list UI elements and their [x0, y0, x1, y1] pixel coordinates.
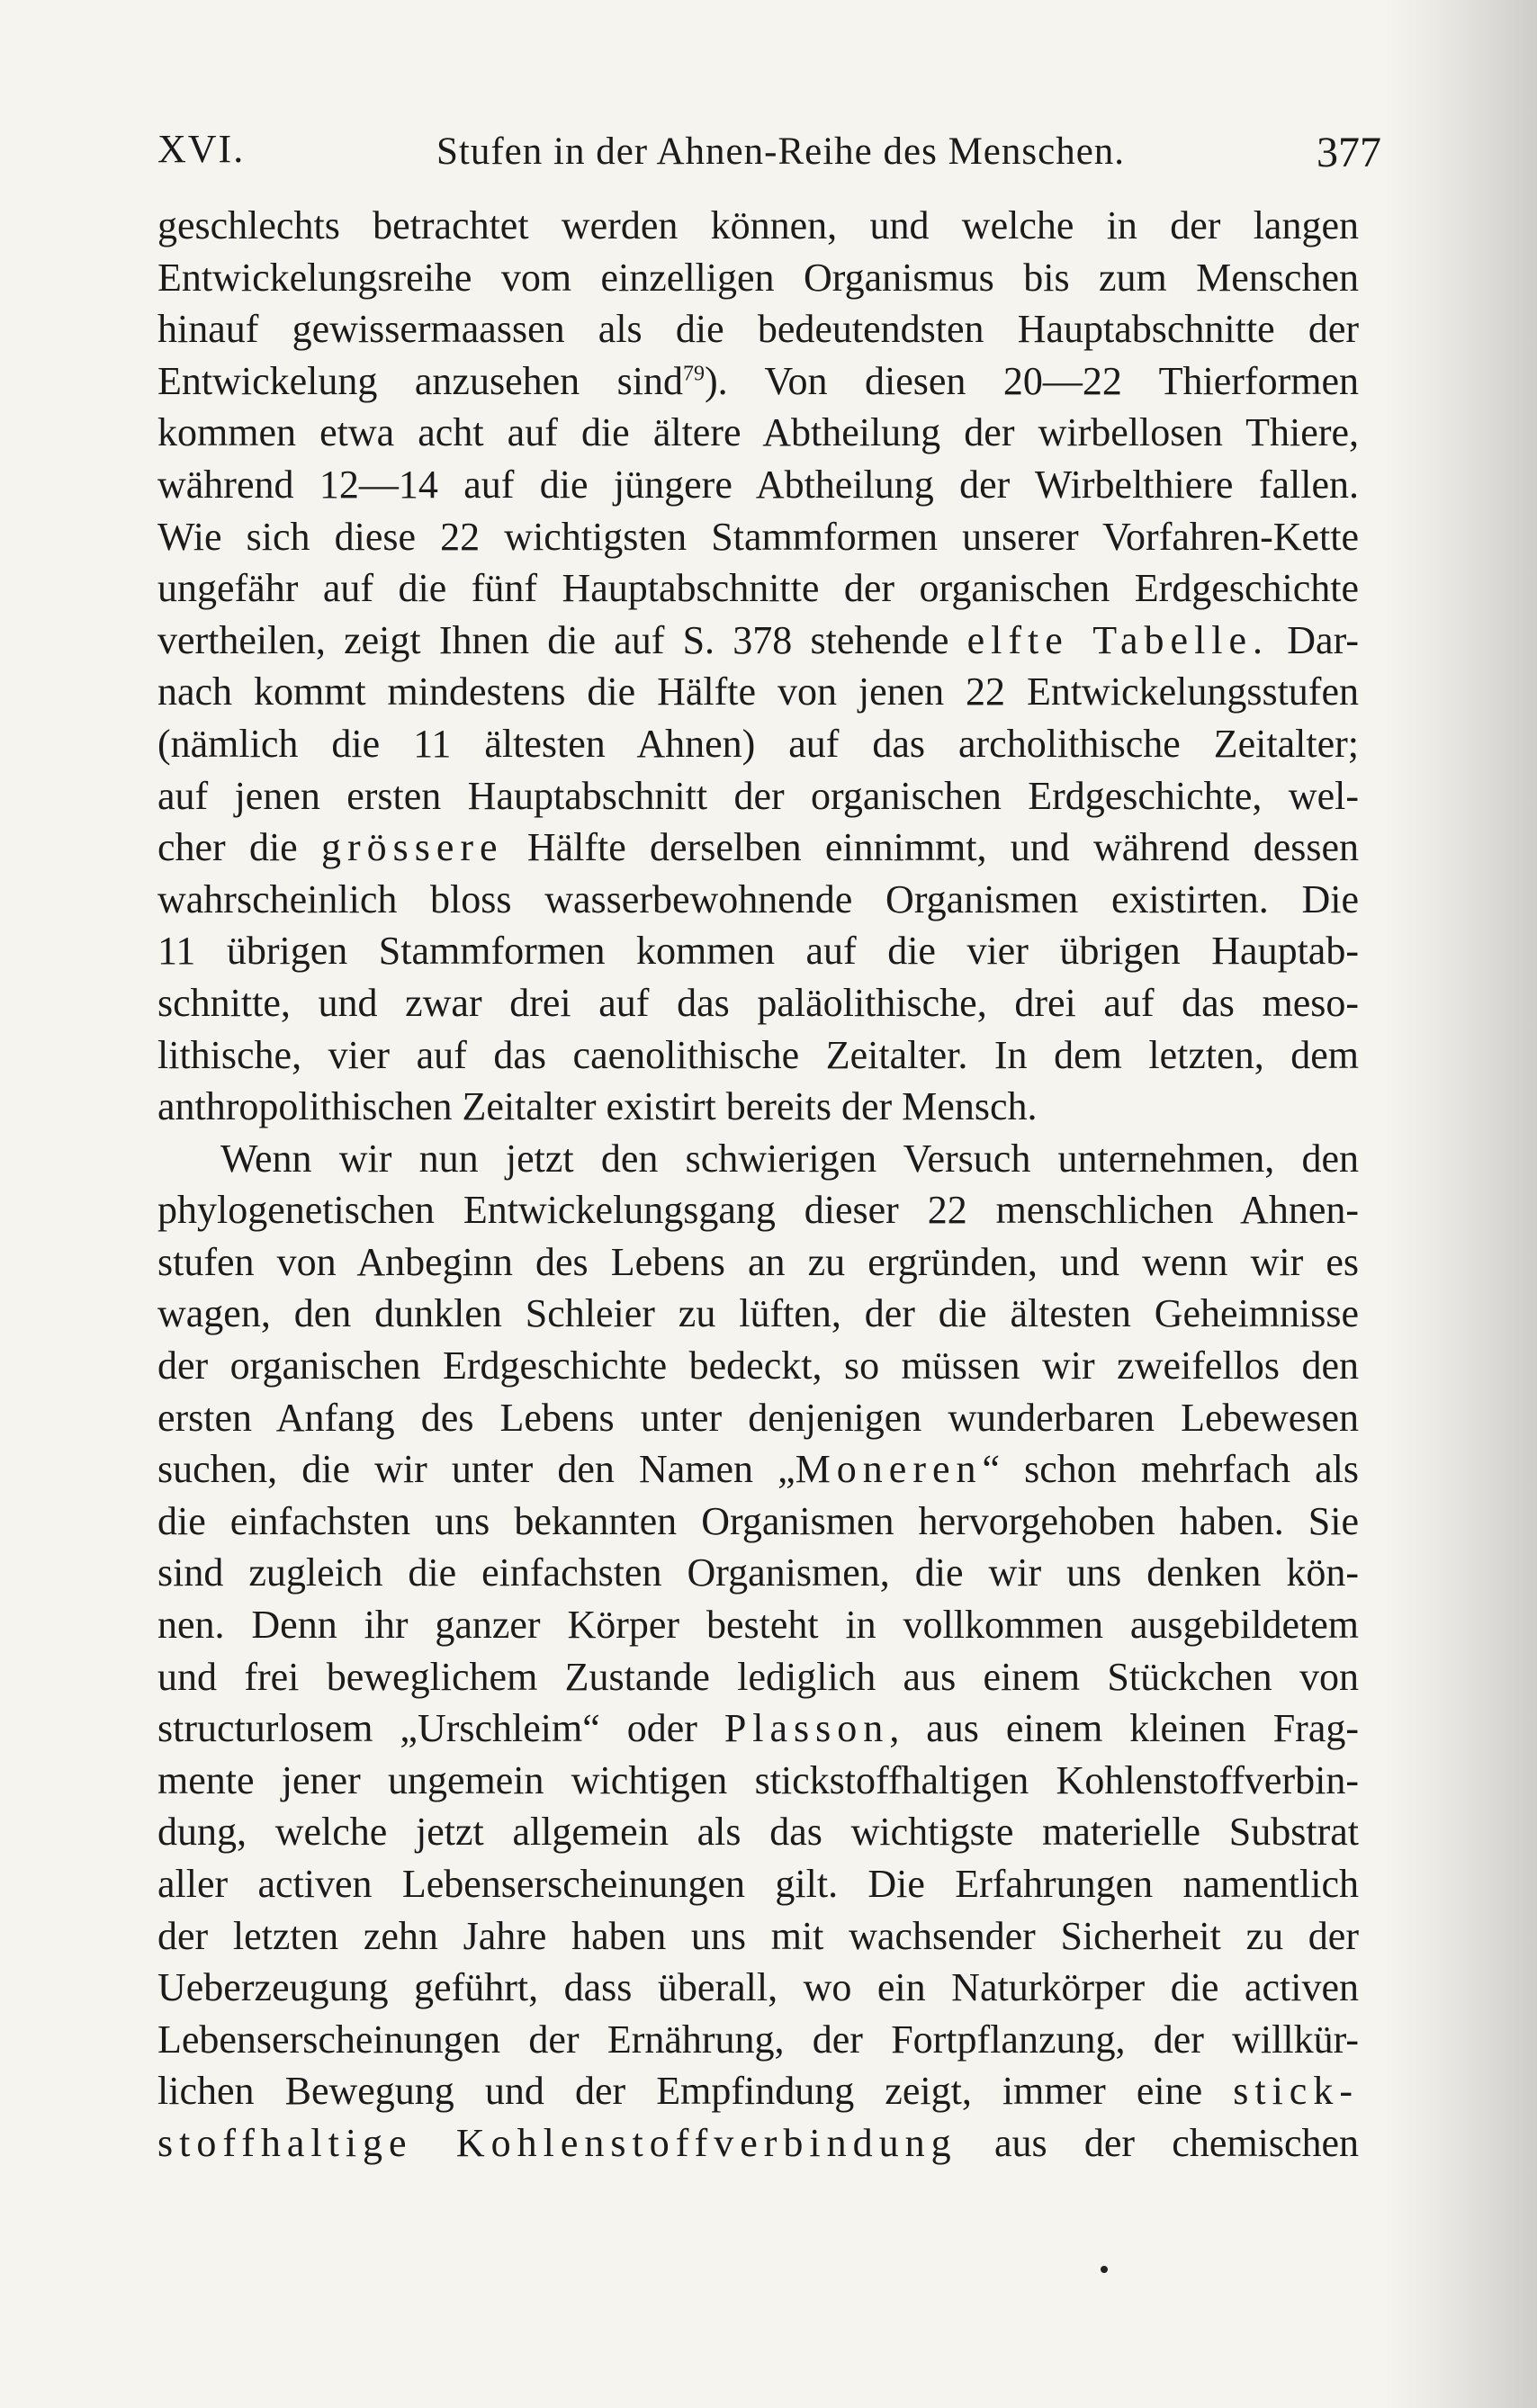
- spaced-emphasis: Moneren: [795, 1447, 983, 1492]
- text-segment: suchen, die wir unter den Namen „: [157, 1447, 795, 1492]
- text-segment: Dar-: [1287, 617, 1359, 662]
- text-line: kommen etwa acht auf die ältere Abtheilung der wirbellosen Thiere,: [157, 410, 1359, 455]
- text-line: lithische, vier auf das caenolithische Zeitalter. In dem letzten, dem: [157, 1032, 1359, 1077]
- text-line: nach kommt mindestens die Hälfte von jenen 22 Entwickelungsstufen: [157, 669, 1359, 714]
- text-line: auf jenen ersten Hauptabschnitt der organischen Erdgeschichte, wel-: [157, 773, 1359, 818]
- text-line: wahrscheinlich bloss wasserbewohnende Organismen existirten. Die: [157, 876, 1359, 921]
- text-segment: aus der chemischen: [993, 2120, 1359, 2165]
- page-number: 377: [1317, 129, 1381, 176]
- text-line: Ueberzeugung geführt, dass überall, wo ein Naturkörper die activen: [157, 1965, 1359, 2010]
- spaced-emphasis: elfte Tabelle.: [966, 617, 1270, 662]
- text-line: schnitte, und zwar drei auf das paläolithische, drei auf das meso-: [157, 980, 1359, 1025]
- text-line: mente jener ungemein wichtigen stickstoffhaltigen Kohlenstoffverbin-: [157, 1757, 1359, 1802]
- text-line: [157, 355, 1359, 408]
- text-line: [157, 822, 1359, 874]
- text-line: 11 übrigen Stammformen kommen auf die vier übrigen Hauptab-: [157, 929, 1359, 974]
- text-segment: Hälfte derselben einnimmt, und während dessen: [526, 825, 1359, 870]
- text-line: [157, 2117, 1359, 2170]
- running-title: Stufen in der Ahnen-Reihe des Menschen.: [436, 130, 1126, 173]
- text-segment: , aus einem kleinen Frag-: [889, 1706, 1359, 1751]
- text-line: sind zugleich die einfachsten Organismen, die wir uns denken kön-: [157, 1550, 1359, 1595]
- text-line: der letzten zehn Jahre haben uns mit wachsender Sicherheit zu der: [157, 1913, 1359, 1958]
- text-line: Wie sich diese 22 wichtigsten Stammformen unserer Vorfahren-Kette: [157, 514, 1359, 559]
- text-line: wagen, den dunklen Schleier zu lüften, der die ältesten Geheimnisse: [157, 1291, 1359, 1336]
- text-line: [157, 1443, 1359, 1496]
- text-line: dung, welche jetzt allgemein als das wichtigste materielle Substrat: [157, 1810, 1359, 1855]
- text-line: Lebenserscheinungen der Ernährung, der Fortpflanzung, der willkür-: [157, 2017, 1359, 2062]
- text-line: während 12—14 auf die jüngere Abtheilung der Wirbelthiere fallen.: [157, 462, 1359, 507]
- text-line: hinauf gewissermaassen als die bedeutendsten Hauptabschnitte der: [157, 307, 1359, 352]
- text-line: [157, 1703, 1359, 1755]
- paragraph-1: [157, 200, 1359, 1133]
- text-line: der organischen Erdgeschichte bedeckt, so müssen wir zweifellos den: [157, 1343, 1359, 1388]
- spaced-emphasis: stick-: [1233, 2069, 1359, 2114]
- text-line: ersten Anfang des Lebens unter denjenigen wunderbaren Lebewesen: [157, 1395, 1359, 1440]
- text-segment: Entwickelung anzusehen sind: [157, 358, 684, 403]
- spaced-emphasis: grössere: [320, 825, 504, 870]
- text-line: aller activen Lebenserscheinungen gilt. Die Erfahrungen namentlich: [157, 1862, 1359, 1906]
- ink-speck: [1101, 2266, 1108, 2273]
- text-segment: ). Von diesen 20—22 Thierformen: [705, 358, 1359, 403]
- scan-edge-shadow: [1384, 0, 1537, 2408]
- spaced-emphasis: stoffhaltige Kohlenstoffverbindung: [157, 2120, 957, 2165]
- text-line: [157, 2065, 1359, 2117]
- text-line: phylogenetischen Entwickelungsgang dieser 22 menschlichen Ahnen-: [157, 1188, 1359, 1233]
- text-line: die einfachsten uns bekannten Organismen hervorgehoben haben. Sie: [157, 1498, 1359, 1543]
- paragraph-2: [157, 1133, 1359, 2170]
- text-line: ungefähr auf die fünf Hauptabschnitte der organischen Erdgeschichte: [157, 566, 1359, 611]
- text-line: stufen von Anbeginn des Lebens an zu ergründen, und wenn wir es: [157, 1239, 1359, 1284]
- footnote-reference: 79: [683, 362, 706, 386]
- text-line: nen. Denn ihr ganzer Körper besteht in vollkommen ausgebildetem: [157, 1603, 1359, 1648]
- text-line: anthropolithischen Zeitalter existirt bereits der Mensch.: [157, 1084, 1038, 1129]
- text-segment: lichen Bewegung und der Empfindung zeigt, immer eine: [157, 2069, 1203, 2114]
- text-segment: “ schon mehrfach als: [982, 1447, 1359, 1492]
- body-text: [157, 200, 1359, 2170]
- running-header: [157, 126, 1381, 189]
- spaced-emphasis: Plasson: [724, 1706, 890, 1751]
- text-line: [157, 615, 1359, 667]
- text-line: Wenn wir nun jetzt den schwierigen Versuch unternehmen, den: [220, 1136, 1359, 1181]
- text-segment: vertheilen, zeigt Ihnen die auf S. 378 stehende: [157, 617, 949, 662]
- text-line: (nämlich die 11 ältesten Ahnen) auf das archolithische Zeitalter;: [157, 721, 1359, 766]
- text-line: Entwickelungsreihe vom einzelligen Organismus bis zum Menschen: [157, 255, 1359, 300]
- text-segment: structurlosem „Urschleim“ oder: [157, 1706, 697, 1751]
- text-line: geschlechts betrachtet werden können, und welche in der langen: [157, 203, 1359, 247]
- chapter-number: XVI.: [157, 127, 246, 171]
- text-line: und frei beweglichem Zustande lediglich aus einem Stückchen von: [157, 1654, 1359, 1699]
- text-segment: cher die: [157, 825, 298, 870]
